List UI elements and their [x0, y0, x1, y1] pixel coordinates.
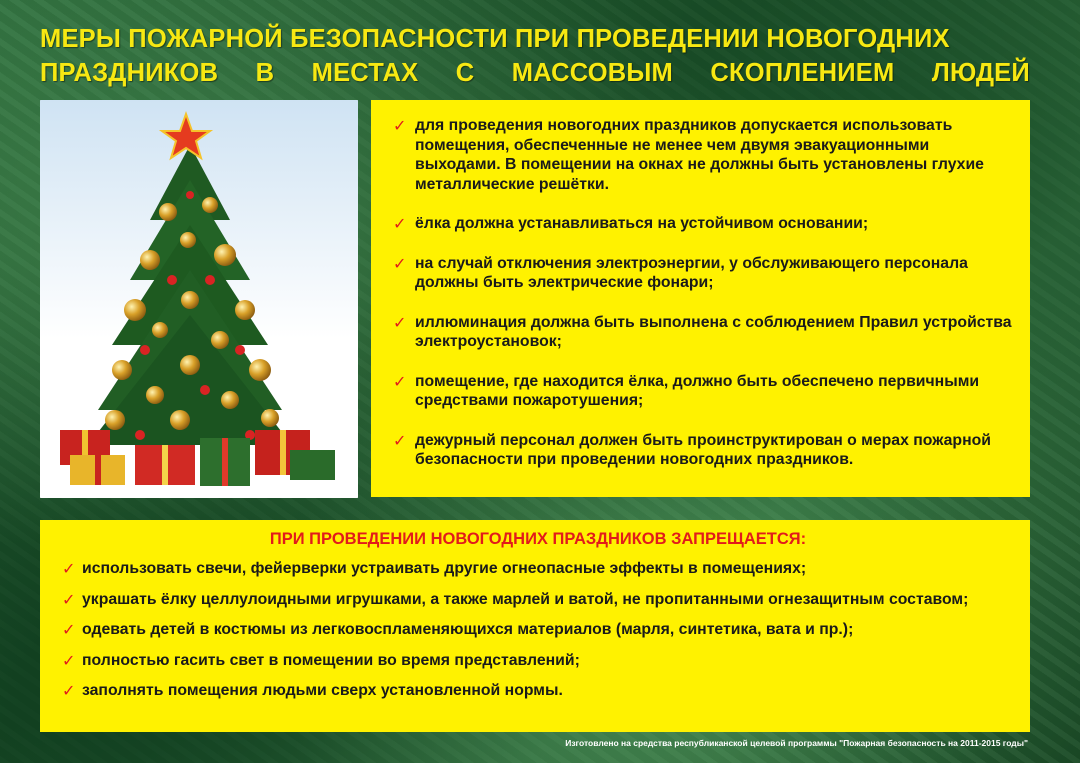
prohibition-text: заполнять помещения людьми сверх установленной нормы.: [82, 682, 563, 699]
rule-text: на случай отключения электроэнергии, у обслуживающего персонала должны быть электрические фонари;: [415, 254, 968, 291]
title-word: СКОПЛЕНИЕМ: [710, 59, 895, 87]
title-word: ПРАЗДНИКОВ: [40, 59, 219, 87]
checkmark-icon: ✓: [62, 622, 76, 639]
list-item: [62, 590, 1014, 610]
checkmark-icon: ✓: [393, 118, 407, 135]
list-item: [62, 681, 1014, 701]
list-item: [393, 313, 1012, 352]
prohibition-text: использовать свечи, фейерверки устраивать другие огнеопасные эффекты в помещениях;: [82, 560, 807, 577]
poster-title: [40, 22, 1030, 90]
prohibition-text: полностью гасить свет в помещении во время представлений;: [82, 651, 580, 669]
list-item: [393, 116, 1012, 194]
rule-text: дежурный персонал должен быть проинструктирован о мерах пожарной безопасности при проведении новогодних праздников.: [415, 431, 991, 468]
prohibitions-panel: [40, 520, 1030, 732]
christmas-tree-icon: [40, 100, 358, 498]
title-word: МАССОВЫМ: [511, 59, 673, 87]
checkmark-icon: ✓: [393, 314, 407, 332]
fire-safety-rules-panel: [371, 100, 1030, 497]
checkmark-icon: ✓: [393, 255, 407, 273]
title-line-1: МЕРЫ ПОЖАРНОЙ БЕЗОПАСНОСТИ ПРИ ПРОВЕДЕНИИ НОВОГОДНИХ: [40, 25, 950, 53]
checkmark-icon: ✓: [62, 683, 76, 700]
list-item: [62, 651, 1014, 671]
rule-text: помещение, где находится ёлка, должно быть обеспечено первичными средствами пожаротушения;: [415, 372, 980, 409]
title-word: МЕСТАХ: [311, 59, 419, 87]
christmas-tree-image: [40, 100, 358, 498]
list-item: [393, 431, 1012, 470]
prohibition-text: украшать ёлку целлулоидными игрушками, а также марлей и ватой, не пропитанными огнезащитным составом;: [82, 590, 969, 608]
checkmark-icon: ✓: [62, 561, 76, 578]
list-item: [62, 620, 1014, 640]
rule-text: иллюминация должна быть выполнена с соблюдением Правил устройства электроустановок;: [415, 313, 1012, 350]
list-item: [393, 254, 1012, 293]
prohibitions-heading: ПРИ ПРОВЕДЕНИИ НОВОГОДНИХ ПРАЗДНИКОВ ЗАПРЕЩАЕТСЯ:: [269, 530, 807, 548]
checkmark-icon: ✓: [393, 432, 407, 450]
checkmark-icon: ✓: [62, 652, 76, 670]
checkmark-icon: ✓: [62, 591, 76, 609]
title-line-2: [40, 56, 1030, 90]
title-word: ЛЮДЕЙ: [931, 59, 1030, 87]
footer-credit: Изготовлено на средства республиканской целевой программы "Пожарная безопасность на 2011-2015 годы": [565, 738, 1028, 748]
rule-text: для проведения новогодних праздников допускается использовать помещения, обеспеченные не менее чем двумя эвакуационными выходами. В помещении на окнах не должны быть установлены глухие металлические решётки.: [415, 117, 984, 193]
checkmark-icon: ✓: [393, 216, 407, 233]
title-word: С: [455, 59, 475, 87]
list-item: [62, 559, 1014, 579]
list-item: [393, 372, 1012, 411]
title-word: В: [255, 59, 275, 87]
rule-text: ёлка должна устанавливаться на устойчивом основании;: [415, 215, 869, 232]
checkmark-icon: ✓: [393, 373, 407, 391]
prohibition-text: одевать детей в костюмы из легковоспламеняющихся материалов (марля, синтетика, вата и пр.);: [82, 621, 854, 638]
list-item: [393, 214, 1012, 234]
